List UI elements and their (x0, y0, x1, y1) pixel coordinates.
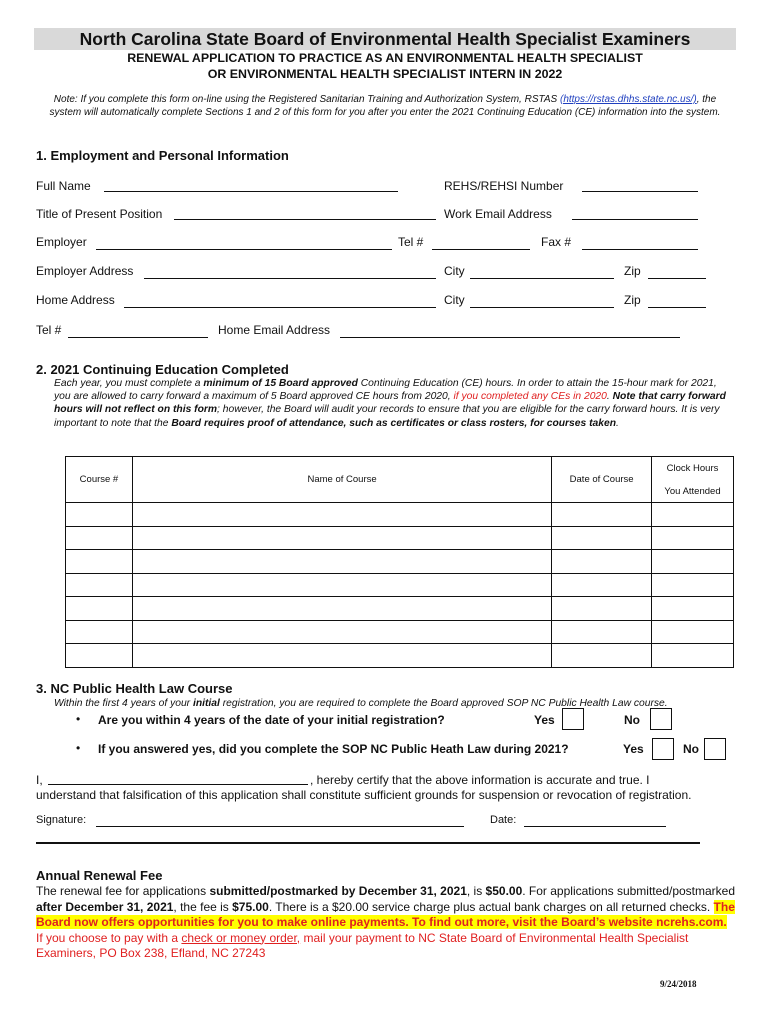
certify-prefix: I, (36, 773, 43, 787)
signature-field[interactable] (96, 826, 464, 827)
page-title: North Carolina State Board of Environmental Health Specialist Examiners (79, 29, 691, 49)
table-cell[interactable] (66, 526, 133, 550)
full-name-field[interactable] (104, 191, 398, 192)
fee-mail-underline: check or money order, (181, 930, 301, 945)
fee-mail-address: mail your payment to NC State Board of Environmental Health Specialist Examiners, PO Box 238, Efland, NC 27243 (36, 930, 689, 960)
employer-zip-field[interactable] (648, 278, 706, 279)
home-email-label: Home Email Address (218, 323, 331, 337)
ce-text-1: Each year, you must complete a (54, 378, 204, 389)
fax-field[interactable] (582, 249, 698, 250)
law-intro-text-2: registration, you are required to complete the Board approved SOP NC Public Health Law course. (219, 698, 668, 709)
table-cell[interactable] (132, 620, 551, 644)
table-cell[interactable] (652, 597, 734, 621)
table-cell[interactable] (552, 597, 652, 621)
table-row (66, 550, 734, 574)
subtitle-line-2: OR ENVIRONMENTAL HEALTH SPECIALIST INTERN IN 2022 (207, 67, 563, 81)
q1-no-checkbox[interactable] (650, 708, 672, 730)
note-text-1: Note: If you complete this form on-line using the Registered Sanitarian Training and Authorization System, RSTAS (53, 94, 558, 105)
table-cell[interactable] (132, 597, 551, 621)
work-email-field[interactable] (572, 219, 698, 220)
fee-text-3: . For applications submitted/postmarked (522, 884, 736, 898)
full-name-label: Full Name (36, 179, 91, 193)
table-cell[interactable] (552, 526, 652, 550)
ce-text-5: . (615, 417, 619, 429)
law-course-intro (54, 697, 744, 710)
certify-line-1: , hereby certify that the above information is accurate and true. I (310, 773, 650, 787)
home-zip-label: Zip (624, 293, 641, 307)
home-city-field[interactable] (470, 307, 614, 308)
table-cell[interactable] (552, 573, 652, 597)
fee-mail-text-1: If you choose to pay with a (36, 930, 182, 945)
course-number-header: Course # (66, 457, 133, 503)
bullet-1: • (76, 712, 81, 726)
certify-name-field[interactable] (48, 784, 308, 785)
table-cell[interactable] (66, 503, 133, 527)
home-email-field[interactable] (340, 337, 680, 338)
table-cell[interactable] (66, 550, 133, 574)
question-1: Are you within 4 years of the date of your initial registration? (98, 713, 445, 727)
q1-yes-label: Yes (534, 713, 555, 727)
employer-city-label: City (444, 264, 465, 278)
date-field[interactable] (524, 826, 666, 827)
table-cell[interactable] (552, 620, 652, 644)
employer-address-field[interactable] (144, 278, 436, 279)
table-cell[interactable] (652, 503, 734, 527)
home-address-field[interactable] (124, 307, 436, 308)
law-intro-bold: initial (192, 698, 220, 709)
section-3-heading: 3. NC Public Health Law Course (36, 681, 233, 696)
footer-date: 9/24/2018 (660, 979, 697, 989)
table-cell[interactable] (132, 550, 551, 574)
tel-label: Tel # (398, 235, 424, 249)
section-2-heading: 2. 2021 Continuing Education Completed (36, 362, 289, 377)
table-row (66, 503, 734, 527)
table-cell[interactable] (552, 644, 652, 668)
rehs-number-field[interactable] (582, 191, 698, 192)
clock-hours-header-line-1: Clock Hours (666, 462, 719, 474)
section-1-heading: 1. Employment and Personal Information (36, 148, 289, 163)
ce-text-bold-2: Note that carry forward hours will not reflect on this form (54, 391, 726, 416)
ce-table-header (66, 457, 734, 503)
clock-hours-header-line-2: You Attended (664, 485, 721, 497)
q2-yes-checkbox[interactable] (652, 738, 674, 760)
section-divider (36, 842, 700, 844)
employer-address-label: Employer Address (36, 264, 134, 278)
employer-label: Employer (36, 235, 87, 249)
table-cell[interactable] (652, 644, 734, 668)
fee-text (36, 884, 736, 962)
table-cell[interactable] (66, 644, 133, 668)
ce-text-bold-3: Board requires proof of attendance, such as certificates or class rosters, for courses taken (171, 417, 616, 429)
table-cell[interactable] (66, 573, 133, 597)
fax-label: Fax # (541, 235, 572, 249)
fee-text-2: , is (466, 884, 486, 898)
q1-yes-checkbox[interactable] (562, 708, 584, 730)
table-cell[interactable] (652, 573, 734, 597)
note-text-2: , the system will automatically complete Sections 1 and 2 of this form for you after you enter the 2021 Continuing Education (CE) information into the system. (49, 94, 721, 118)
ce-text-4: ; however, the Board will audit your records to ensure that you are eligible for the carry forward hours. It is very important to note that the (54, 404, 720, 429)
certify-line-2: understand that falsification of this application shall constitute sufficient grounds for suspension or revocation of registration. (36, 788, 692, 802)
question-2: If you answered yes, did you complete the SOP NC Public Heath Law during 2021? (98, 742, 569, 756)
home-tel-label: Tel # (36, 323, 62, 337)
table-cell[interactable] (652, 550, 734, 574)
q1-no-label: No (624, 713, 640, 727)
employer-field[interactable] (96, 249, 392, 250)
table-cell[interactable] (132, 526, 551, 550)
table-row (66, 573, 734, 597)
bullet-2: • (76, 741, 81, 755)
table-cell[interactable] (552, 503, 652, 527)
fee-amount-on-time: $50.00 (485, 884, 523, 898)
subtitle-line-1: RENEWAL APPLICATION TO PRACTICE AS AN ENVIRONMENTAL HEALTH SPECIALIST (127, 51, 643, 65)
q2-no-label: No (683, 742, 699, 756)
rehs-number-label: REHS/REHSI Number (444, 179, 564, 193)
table-cell[interactable] (66, 620, 133, 644)
law-intro-text-1: Within the first 4 years of your (54, 698, 193, 709)
table-cell[interactable] (652, 620, 734, 644)
ce-text-bold-1: minimum of 15 Board approved (203, 378, 358, 389)
fee-heading: Annual Renewal Fee (36, 868, 163, 883)
table-cell[interactable] (66, 597, 133, 621)
course-date-header: Date of Course (552, 457, 652, 503)
fee-text-5: . There is a $20.00 service charge plus actual bank charges on all returned checks. (268, 899, 714, 914)
table-cell[interactable] (132, 503, 551, 527)
course-name-header: Name of Course (132, 457, 551, 503)
home-city-label: City (444, 293, 465, 307)
fee-text-1: The renewal fee for applications (36, 884, 210, 898)
ce-text-2: Continuing Education (CE) hours. In order to attain the 15-hour mark for 2021, you are allowed to carry forward a maximum of 5 Board approved CE hours from 2020, (54, 378, 717, 403)
ce-table (65, 456, 734, 668)
table-cell[interactable] (652, 526, 734, 550)
table-cell[interactable] (552, 550, 652, 574)
q2-no-checkbox[interactable] (704, 738, 726, 760)
table-row (66, 597, 734, 621)
home-zip-field[interactable] (648, 307, 706, 308)
fee-deadline: submitted/postmarked by December 31, 2021 (209, 884, 467, 898)
online-note (40, 93, 730, 119)
online-payment-notice[interactable]: The Board now offers opportunities for you to make online payments. To find out more, visit the Board’s website ncrehs.com. (36, 899, 735, 929)
employer-zip-label: Zip (624, 264, 641, 278)
fee-amount-late: $75.00 (232, 899, 269, 914)
title-position-label: Title of Present Position (36, 207, 163, 221)
tel-field[interactable] (432, 249, 530, 250)
date-label: Date: (490, 814, 517, 826)
q2-yes-label: Yes (623, 742, 644, 756)
ce-text-red: if you completed any CEs in 2020 (453, 391, 607, 403)
clock-hours-header (652, 457, 734, 503)
table-cell[interactable] (132, 644, 551, 668)
work-email-label: Work Email Address (444, 207, 552, 221)
fee-late-deadline: after December 31, 2021 (36, 899, 174, 914)
subtitle (34, 50, 736, 82)
home-address-label: Home Address (36, 293, 115, 307)
fee-text-4: , the fee is (173, 899, 233, 914)
title-position-field[interactable] (174, 219, 436, 220)
home-tel-field[interactable] (68, 337, 208, 338)
ce-text-3: . (606, 391, 613, 403)
table-row (66, 620, 734, 644)
signature-label: Signature: (36, 814, 87, 826)
ce-instructions (54, 377, 728, 430)
table-row (66, 644, 734, 668)
rstas-link[interactable]: (https://rstas.dhhs.state.nc.us/) (559, 94, 697, 105)
table-cell[interactable] (132, 573, 551, 597)
table-row (66, 526, 734, 550)
employer-city-field[interactable] (470, 278, 614, 279)
